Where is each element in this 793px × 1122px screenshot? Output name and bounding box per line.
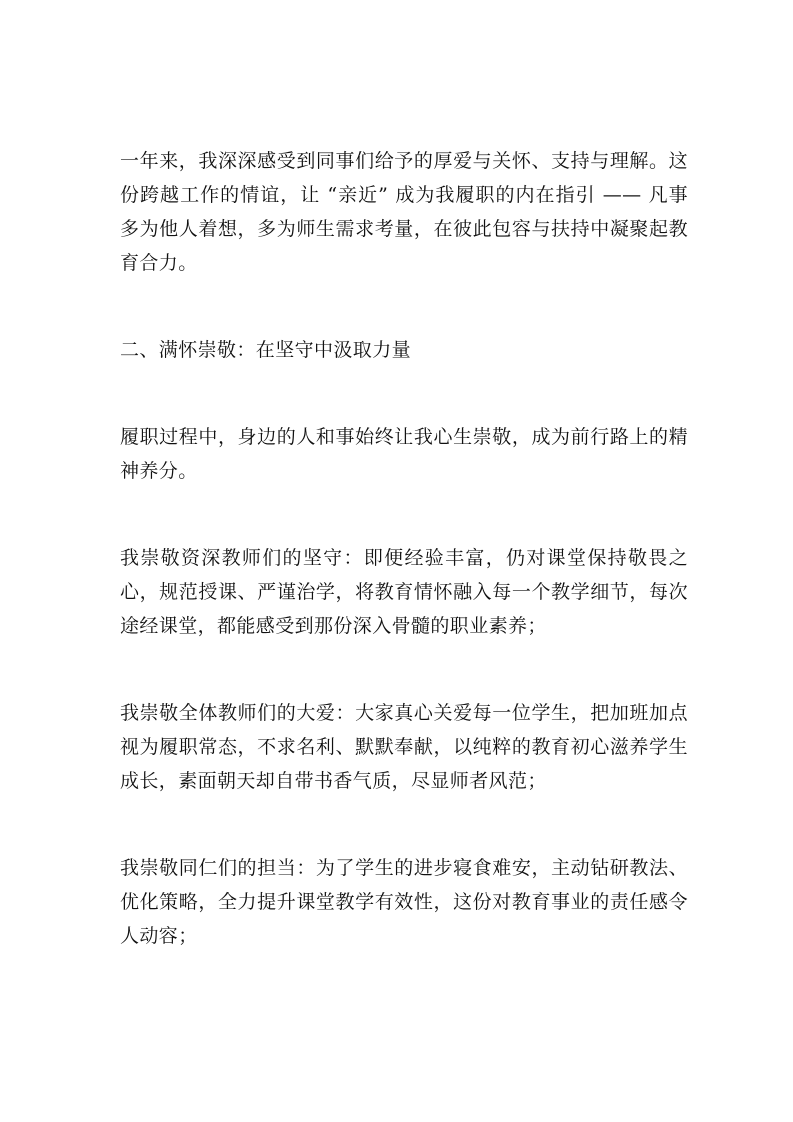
paragraph-spacer: [120, 280, 688, 333]
section-heading: 二、满怀崇敬：在坚守中汲取力量: [120, 339, 412, 361]
document-body: [120, 144, 688, 953]
paragraph-senior-teachers: 我崇敬资深教师们的坚守：即便经验丰富，仍对课堂保持敬畏之心，规范授课、严谨治学，将教育情怀融入每一个教学细节，每次途经课堂，都能感受到那份深入骨髓的职业素养；: [120, 547, 688, 637]
paragraph-spacer: [120, 798, 688, 851]
paragraph-all-teachers: 我崇敬全体教师们的大爱：大家真心关爱每一位学生，把加班加点视为履职常态，不求名利、默默奉献，以纯粹的教育初心滋养学生成长，素面朝天却自带书香气质，尽显师者风范；: [120, 702, 688, 792]
paragraph-spacer: [120, 643, 688, 696]
paragraph-spacer: [120, 488, 688, 541]
paragraph-spacer: [120, 367, 688, 420]
paragraph-colleagues-care: 一年来，我深深感受到同事们给予的厚爱与关怀、支持与理解。这份跨越工作的情谊，让 “亲近” 成为我履职的内在指引 —— 凡事多为他人着想，多为师生需求考量，在彼此包容与扶持中凝聚起教育合力。: [120, 150, 688, 274]
paragraph-colleagues-responsibility: 我崇敬同仁们的担当：为了学生的进步寝食难安，主动钻研教法、优化策略，全力提升课堂教学有效性，这份对教育事业的责任感令人动容；: [120, 857, 688, 947]
paragraph-respect-intro: 履职过程中，身边的人和事始终让我心生崇敬，成为前行路上的精神养分。: [120, 426, 688, 482]
